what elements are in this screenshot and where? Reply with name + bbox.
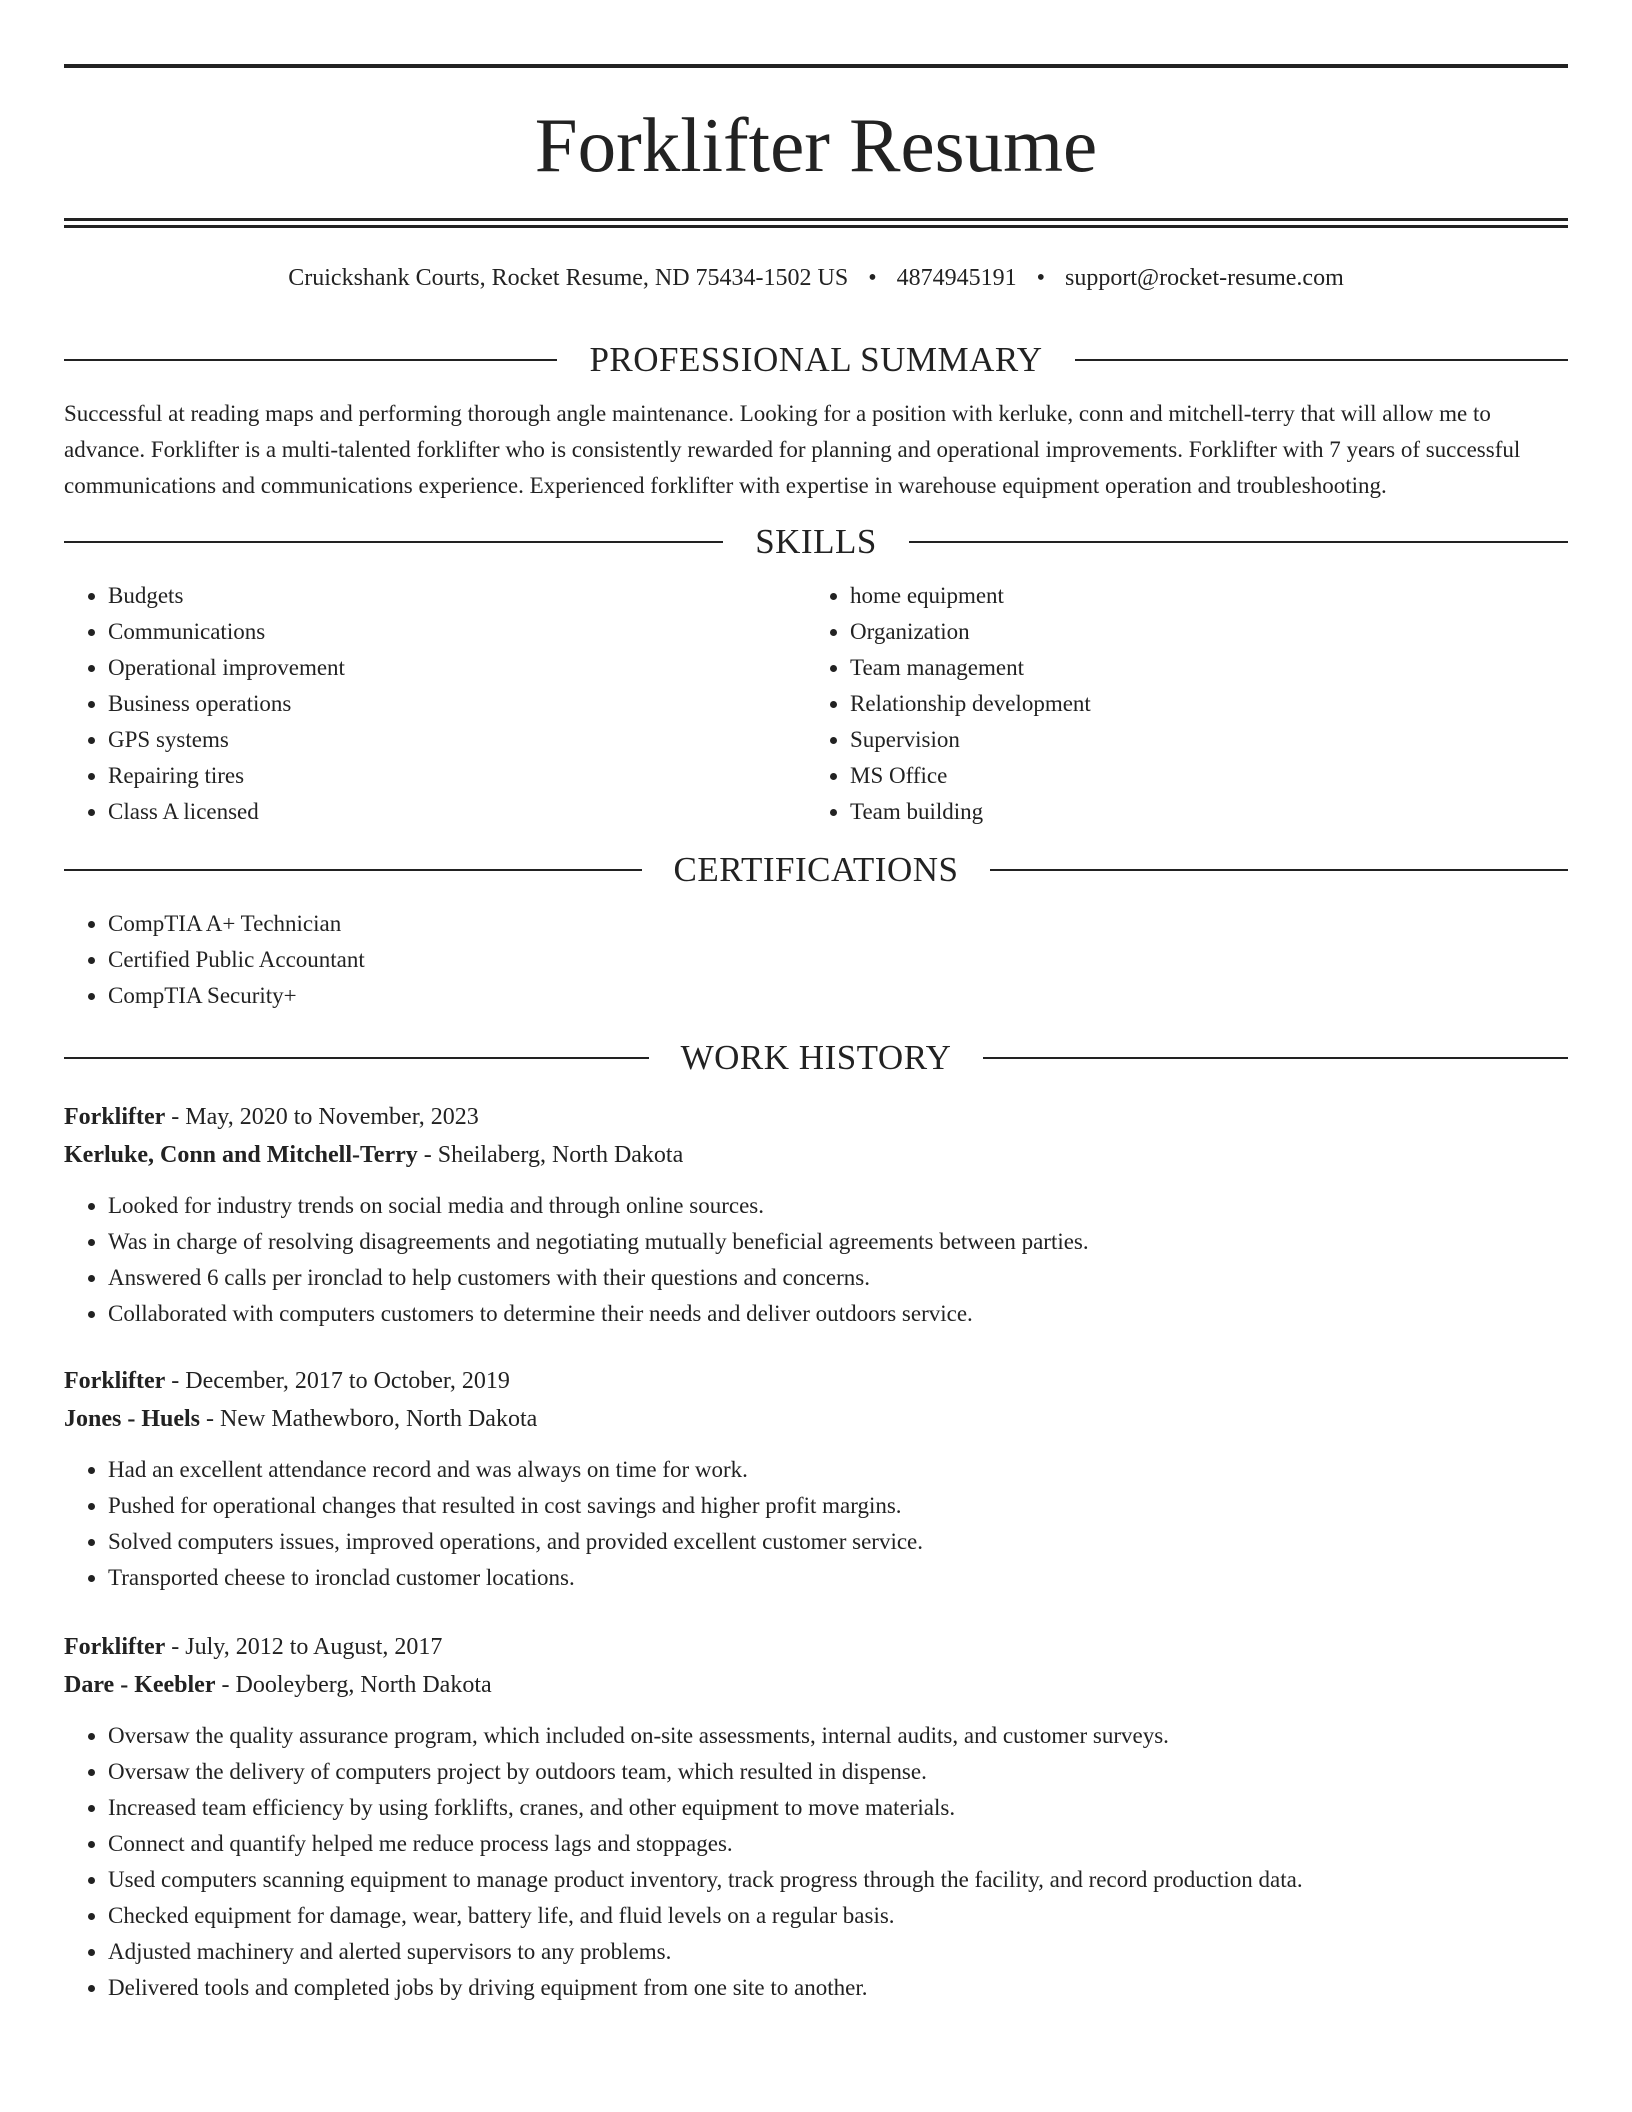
skill-item: • Budgets — [108, 578, 806, 614]
job-location: - Dooleyberg, North Dakota — [215, 1672, 492, 1698]
skill-item: • Supervision — [850, 722, 1548, 758]
job-duty-item: • Answered 6 calls per ironclad to help customers with their questions and concerns. — [108, 1260, 1568, 1296]
skills-column-right — [806, 578, 1548, 830]
summary-heading-label: PROFESSIONAL SUMMARY — [589, 340, 1043, 379]
heading-rule-right — [990, 869, 1568, 871]
summary-heading — [64, 338, 1568, 382]
job-title-line — [64, 1628, 1568, 1666]
job-title: Forklifter — [64, 1368, 166, 1394]
job-duty-item: • Collaborated with computers customers to determine their needs and deliver outdoors service. — [108, 1296, 1568, 1332]
job-duty-item: • Oversaw the quality assurance program, which included on-site assessments, internal audits, and customer surveys. — [108, 1718, 1568, 1754]
skill-item: • home equipment — [850, 578, 1548, 614]
contact-line — [64, 262, 1568, 294]
skill-item: • Team building — [850, 794, 1548, 830]
skill-item: • GPS systems — [108, 722, 806, 758]
certification-item: • Certified Public Accountant — [108, 942, 1568, 978]
contact-separator: • — [868, 265, 877, 291]
skills-heading — [64, 520, 1568, 564]
skills-list — [64, 578, 1568, 830]
heading-rule-right — [909, 541, 1568, 543]
job-company: Kerluke, Conn and Mitchell-Terry — [64, 1142, 418, 1168]
heading-rule-right — [1075, 359, 1568, 361]
job-duty-item: • Increased team efficiency by using forklifts, cranes, and other equipment to move materials. — [108, 1790, 1568, 1826]
job-duty-item: • Solved computers issues, improved operations, and provided excellent customer service. — [108, 1524, 1568, 1560]
skill-item: • Class A licensed — [108, 794, 806, 830]
skill-item: • Operational improvement — [108, 650, 806, 686]
heading-rule-left — [64, 541, 723, 543]
skill-item: • Communications — [108, 614, 806, 650]
skill-item: • Organization — [850, 614, 1548, 650]
job-entry — [64, 1098, 1568, 1332]
job-title: Forklifter — [64, 1634, 166, 1660]
job-location: - Sheilaberg, North Dakota — [417, 1142, 684, 1168]
skill-item: • Team management — [850, 650, 1548, 686]
heading-rule-left — [64, 1057, 649, 1059]
top-rule — [64, 64, 1568, 68]
job-company: Dare - Keebler — [64, 1672, 216, 1698]
job-title: Forklifter — [64, 1104, 166, 1130]
heading-rule-left — [64, 869, 642, 871]
contact-address: Cruickshank Courts, Rocket Resume, ND 75434-1502 US — [288, 265, 849, 291]
skill-item: • MS Office — [850, 758, 1548, 794]
job-dates: - May, 2020 to November, 2023 — [165, 1104, 479, 1130]
heading-rule-left — [64, 359, 557, 361]
job-dates: - July, 2012 to August, 2017 — [165, 1634, 443, 1660]
skill-item: • Business operations — [108, 686, 806, 722]
work-history-heading — [64, 1036, 1568, 1080]
contact-email: support@rocket-resume.com — [1065, 265, 1344, 291]
certifications-heading-label: CERTIFICATIONS — [673, 850, 959, 889]
job-duties — [64, 1718, 1568, 2006]
job-duty-item: • Delivered tools and completed jobs by driving equipment from one site to another. — [108, 1970, 1568, 2006]
job-entry — [64, 1628, 1568, 2006]
job-title-line — [64, 1362, 1568, 1400]
title-double-rule — [64, 218, 1568, 228]
work-history-heading-label: WORK HISTORY — [680, 1038, 952, 1077]
heading-rule-right — [983, 1057, 1568, 1059]
job-company-line — [64, 1666, 1568, 1704]
job-company-line — [64, 1400, 1568, 1438]
job-duty-item: • Adjusted machinery and alerted supervisors to any problems. — [108, 1934, 1568, 1970]
contact-separator: • — [1036, 265, 1046, 291]
job-duty-item: • Oversaw the delivery of computers project by outdoors team, which resulted in dispense. — [108, 1754, 1568, 1790]
job-duties — [64, 1188, 1568, 1332]
contact-phone: 4874945191 — [896, 265, 1017, 291]
skill-item: • Relationship development — [850, 686, 1548, 722]
certifications-heading — [64, 848, 1568, 892]
job-duty-item: • Checked equipment for damage, wear, battery life, and fluid levels on a regular basis. — [108, 1898, 1568, 1934]
skills-heading-label: SKILLS — [755, 522, 877, 561]
job-location: - New Mathewboro, North Dakota — [200, 1406, 538, 1432]
job-title-line — [64, 1098, 1568, 1136]
job-duty-item: • Used computers scanning equipment to manage product inventory, track progress through the facility, and record production data. — [108, 1862, 1568, 1898]
certification-item: • CompTIA A+ Technician — [108, 906, 1568, 942]
job-duties — [64, 1452, 1568, 1596]
resume-title: Forklifter Resume — [534, 102, 1098, 188]
certification-item: • CompTIA Security+ — [108, 978, 1568, 1014]
job-company: Jones - Huels — [64, 1406, 201, 1432]
job-duty-item: • Connect and quantify helped me reduce process lags and stoppages. — [108, 1826, 1568, 1862]
job-company-line — [64, 1136, 1568, 1174]
certifications-list — [64, 906, 1568, 1014]
job-entry — [64, 1362, 1568, 1596]
job-duty-item: • Looked for industry trends on social media and through online sources. — [108, 1188, 1568, 1224]
job-duty-item: • Transported cheese to ironclad customer locations. — [108, 1560, 1568, 1596]
summary-text: Successful at reading maps and performing thorough angle maintenance. Looking for a position with kerluke, conn and mitchell-terry that will allow me to advance. Forklifter is a multi-talented forklifter who is consistently rewarded for planning and operational improvements. Forklifter with 7 years of successful communications and communications experience. Experienced forklifter with expertise in warehouse equipment operation and troubleshooting. — [64, 401, 1521, 498]
job-duty-item: • Had an excellent attendance record and was always on time for work. — [108, 1452, 1568, 1488]
job-duty-item: • Was in charge of resolving disagreements and negotiating mutually beneficial agreements between parties. — [108, 1224, 1568, 1260]
job-dates: - December, 2017 to October, 2019 — [165, 1368, 510, 1394]
skill-item: • Repairing tires — [108, 758, 806, 794]
skills-column-left — [64, 578, 806, 830]
job-duty-item: • Pushed for operational changes that resulted in cost savings and higher profit margins. — [108, 1488, 1568, 1524]
